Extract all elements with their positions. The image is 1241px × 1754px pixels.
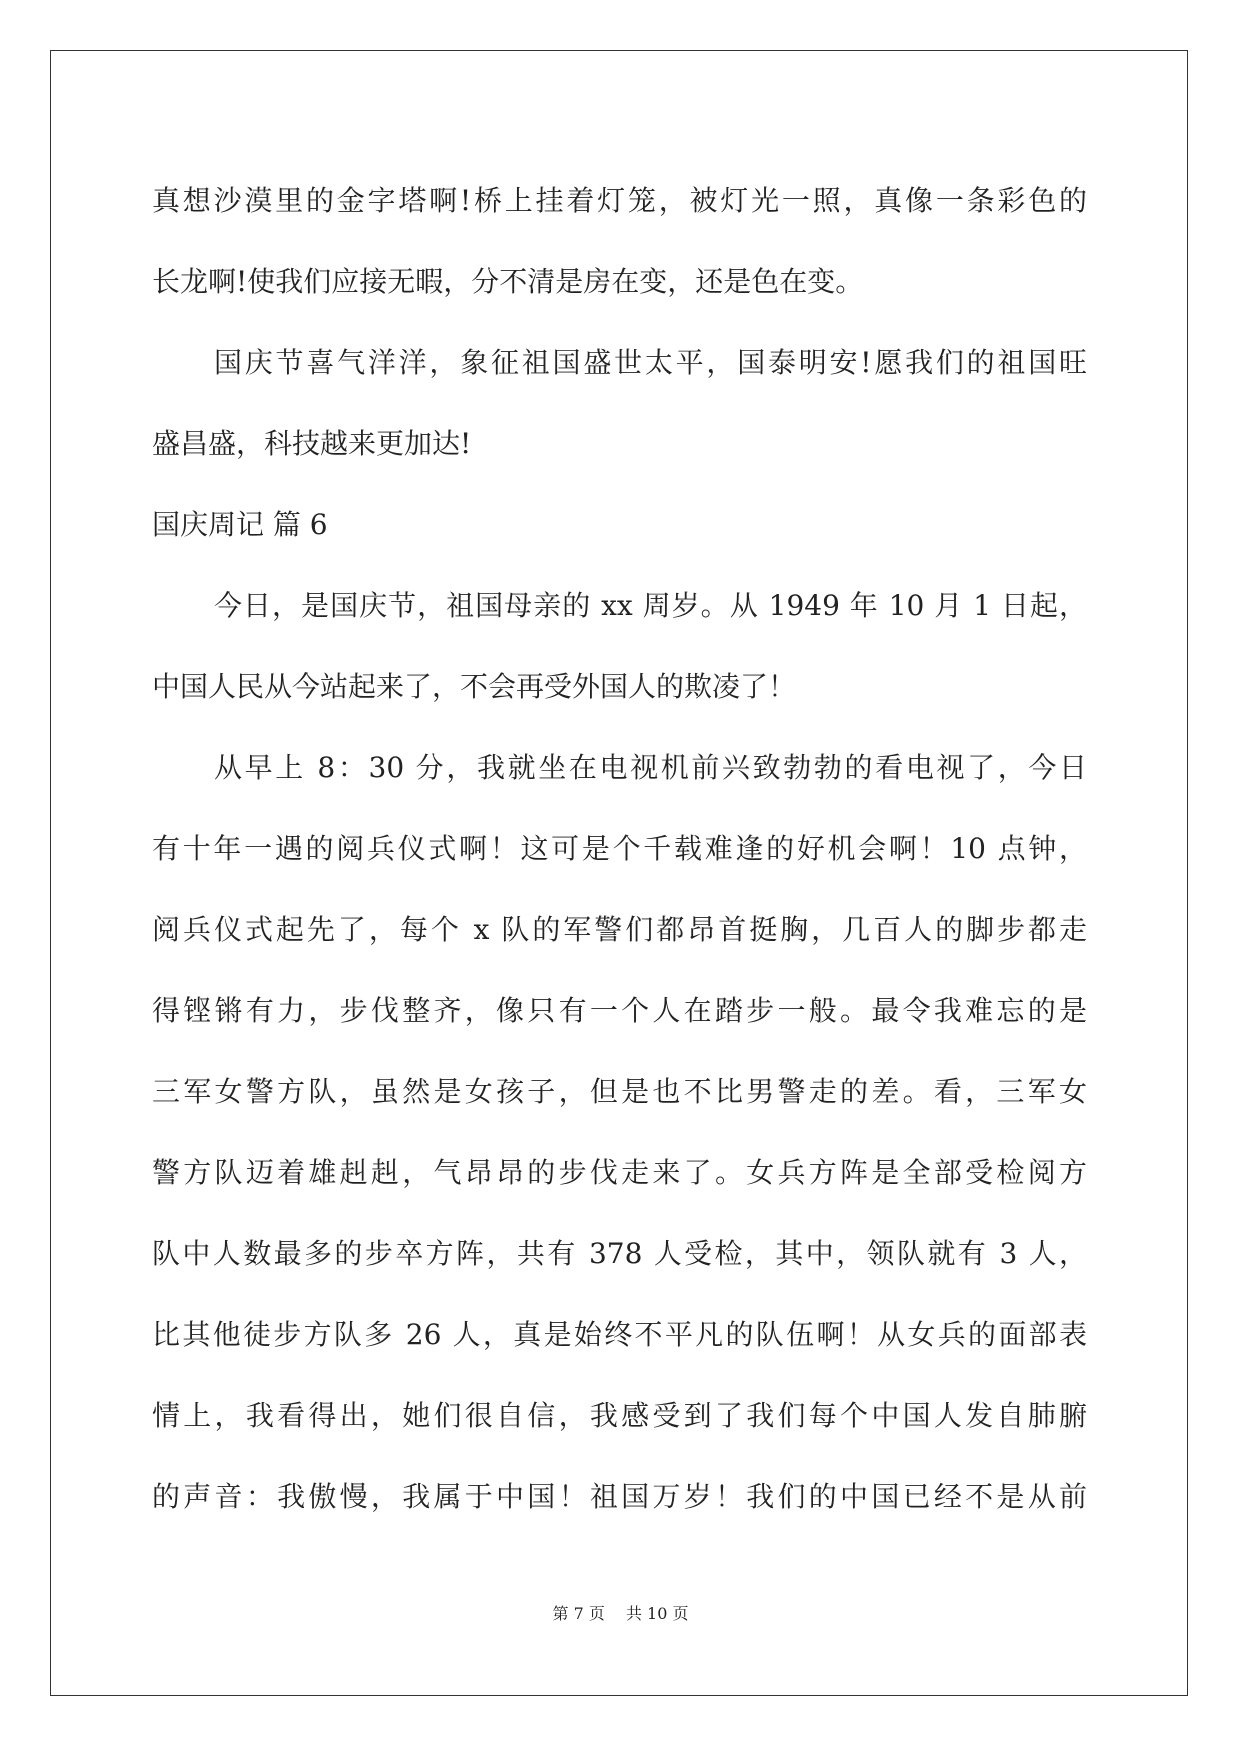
text-line: 情上，我看得出，她们很自信，我感受到了我们每个中国人发自肺腑 [152, 1399, 1087, 1432]
page-footer [0, 1601, 1241, 1624]
text-line: 比其他徒步方队多 26 人，真是始终不平凡的队伍啊！从女兵的面部表 [152, 1318, 1087, 1351]
text-line: 真想沙漠里的金字塔啊!桥上挂着灯笼，被灯光一照，真像一条彩色的 [152, 184, 1087, 217]
text-line: 的声音：我傲慢，我属于中国！祖国万岁！我们的中国已经不是从前 [152, 1480, 1087, 1513]
paragraph [152, 565, 1087, 727]
paragraph [152, 322, 1087, 484]
text-line: 得铿锵有力，步伐整齐，像只有一个人在踏步一般。最令我难忘的是 [152, 994, 1087, 1027]
text-line: 长龙啊!使我们应接无暇，分不清是房在变，还是色在变。 [152, 265, 864, 298]
document-body [152, 160, 1087, 1537]
text-line: 警方队迈着雄赳赳，气昂昂的步伐走来了。女兵方阵是全部受检阅方 [152, 1156, 1087, 1189]
text-line: 阅兵仪式起先了，每个 x 队的军警们都昂首挺胸，几百人的脚步都走 [152, 913, 1087, 946]
text-line: 中国人民从今站起来了，不会再受外国人的欺凌了！ [152, 670, 797, 703]
text-line: 有十年一遇的阅兵仪式啊！这可是个千载难逢的好机会啊！10 点钟， [152, 832, 1087, 865]
text-line: 盛昌盛，科技越来更加达! [152, 427, 472, 460]
text-line: 三军女警方队，虽然是女孩子，但是也不比男警走的差。看，三军女 [152, 1075, 1087, 1108]
total-pages-label: 共 10 页 [625, 1604, 689, 1623]
paragraph [152, 160, 1087, 322]
section-heading: 国庆周记 篇 6 [152, 508, 328, 541]
text-line: 队中人数最多的步卒方阵，共有 378 人受检，其中，领队就有 3 人， [152, 1237, 1087, 1270]
text-line: 今日，是国庆节，祖国母亲的 xx 周岁。从 1949 年 10 月 1 日起， [214, 589, 1087, 622]
current-page-label: 第 7 页 [552, 1604, 605, 1623]
text-line: 国庆节喜气洋洋，象征祖国盛世太平，国泰明安!愿我们的祖国旺 [214, 346, 1087, 379]
paragraph [152, 727, 1087, 1537]
text-line: 从早上 8：30 分，我就坐在电视机前兴致勃勃的看电视了，今日 [214, 751, 1087, 784]
